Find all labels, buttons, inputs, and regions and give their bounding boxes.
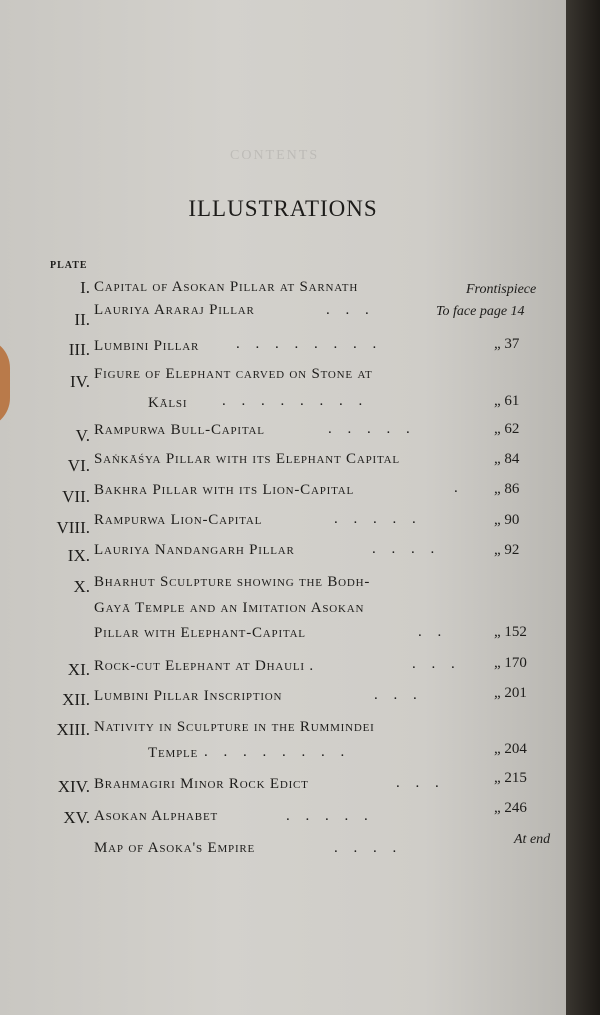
page-ref: „ 90 bbox=[494, 512, 520, 528]
entry-title-continued: Pillar with Elephant-Capital bbox=[94, 625, 306, 641]
entry-title: Capital of Asokan Pillar at Sarnath bbox=[94, 279, 359, 295]
entry-title: Rampurwa Bull-Capital bbox=[94, 422, 265, 438]
page-ref: „ 62 bbox=[494, 421, 520, 437]
plate-number: IV. bbox=[70, 372, 90, 391]
leader-dots: . . . bbox=[326, 302, 375, 318]
plate-number: XI. bbox=[67, 660, 90, 679]
plate-number: XIII. bbox=[56, 720, 90, 739]
page-ref: „ 37 bbox=[494, 336, 520, 352]
plate-number: X. bbox=[73, 577, 90, 596]
leader-dots: . . . . . . . . bbox=[204, 744, 351, 760]
plate-number: VI. bbox=[67, 456, 90, 475]
entry-title: Lauriya Araraj Pillar bbox=[94, 302, 255, 318]
page-ref: Frontispiece bbox=[466, 282, 537, 297]
entry-title: Lumbini Pillar bbox=[94, 338, 200, 354]
entry-title: Map of Asoka's Empire bbox=[94, 840, 256, 856]
entry-title: Nativity in Sculpture in the Rummindei bbox=[94, 719, 375, 735]
leader-dots: . . . . . . . . bbox=[236, 336, 383, 352]
page-ref: „ 152 bbox=[494, 624, 527, 640]
leader-dots: . . . bbox=[396, 775, 445, 791]
leader-dots: . . . . . bbox=[328, 421, 416, 437]
entry-title: Rampurwa Lion-Capital bbox=[94, 512, 263, 528]
plate-number: VIII. bbox=[56, 518, 90, 537]
plate-number: III. bbox=[68, 340, 90, 359]
plate-number: XIV. bbox=[57, 777, 90, 796]
page-ref: „ 170 bbox=[494, 655, 527, 671]
entry-title-continued: Kālsi bbox=[148, 395, 188, 411]
entry-title: Bakhra Pillar with its Lion-Capital bbox=[94, 482, 354, 498]
leader-dots: . . . . . . . . bbox=[222, 393, 369, 409]
leader-dots: . . . . bbox=[334, 840, 403, 856]
page-ref: „ 86 bbox=[494, 481, 520, 497]
leader-dots: . . bbox=[418, 624, 448, 640]
entry-title: Lauriya Nandangarh Pillar bbox=[94, 542, 295, 558]
entry-title: Saṅkāśya Pillar with its Elephant Capital bbox=[94, 451, 400, 467]
bleed-through-heading: CONTENTS bbox=[230, 148, 320, 163]
entry-title: Figure of Elephant carved on Stone at bbox=[94, 366, 373, 382]
page-ref: „ 84 bbox=[494, 451, 520, 467]
page-title: ILLUSTRATIONS bbox=[188, 196, 378, 221]
entry-title: Rock-cut Elephant at Dhauli . bbox=[94, 658, 314, 674]
plate-number: II. bbox=[74, 310, 90, 329]
page-ref: „ 215 bbox=[494, 770, 527, 786]
page-ref: „ 92 bbox=[494, 542, 520, 558]
entry-title: Brahmagiri Minor Rock Edict bbox=[94, 776, 309, 792]
leader-dots: . bbox=[454, 480, 464, 496]
leader-dots: . . . . . bbox=[334, 511, 422, 527]
page-ref: „ 61 bbox=[494, 393, 520, 409]
leader-dots: . . . . . bbox=[286, 808, 374, 824]
plate-number: XII. bbox=[62, 690, 90, 709]
entry-title: Asokan Alphabet bbox=[94, 808, 218, 824]
leader-dots: . . . bbox=[374, 687, 423, 703]
entry-title: Lumbini Pillar Inscription bbox=[94, 688, 283, 704]
plate-number: I. bbox=[80, 278, 90, 297]
plate-number: V. bbox=[75, 426, 90, 445]
page-edge-shadow bbox=[566, 0, 600, 1015]
plate-number: XV. bbox=[63, 808, 90, 827]
plate-number: VII. bbox=[62, 487, 90, 506]
page-ref: „ 201 bbox=[494, 685, 527, 701]
entry-title: Bharhut Sculpture showing the Bodh- bbox=[94, 574, 371, 590]
leader-dots: . . . . bbox=[372, 541, 441, 557]
entry-title-continued: Gayā Temple and an Imitation Asokan bbox=[94, 600, 365, 616]
plate-column-label: PLATE bbox=[50, 260, 88, 271]
page-ref: At end bbox=[514, 832, 551, 847]
page-ref: To face page 14 bbox=[436, 304, 525, 319]
page-ref: „ 246 bbox=[494, 800, 527, 816]
page-ref: „ 204 bbox=[494, 741, 527, 757]
plate-number: IX. bbox=[67, 546, 90, 565]
leader-dots: . . . bbox=[412, 656, 461, 672]
entry-title-continued: Temple bbox=[148, 745, 199, 761]
